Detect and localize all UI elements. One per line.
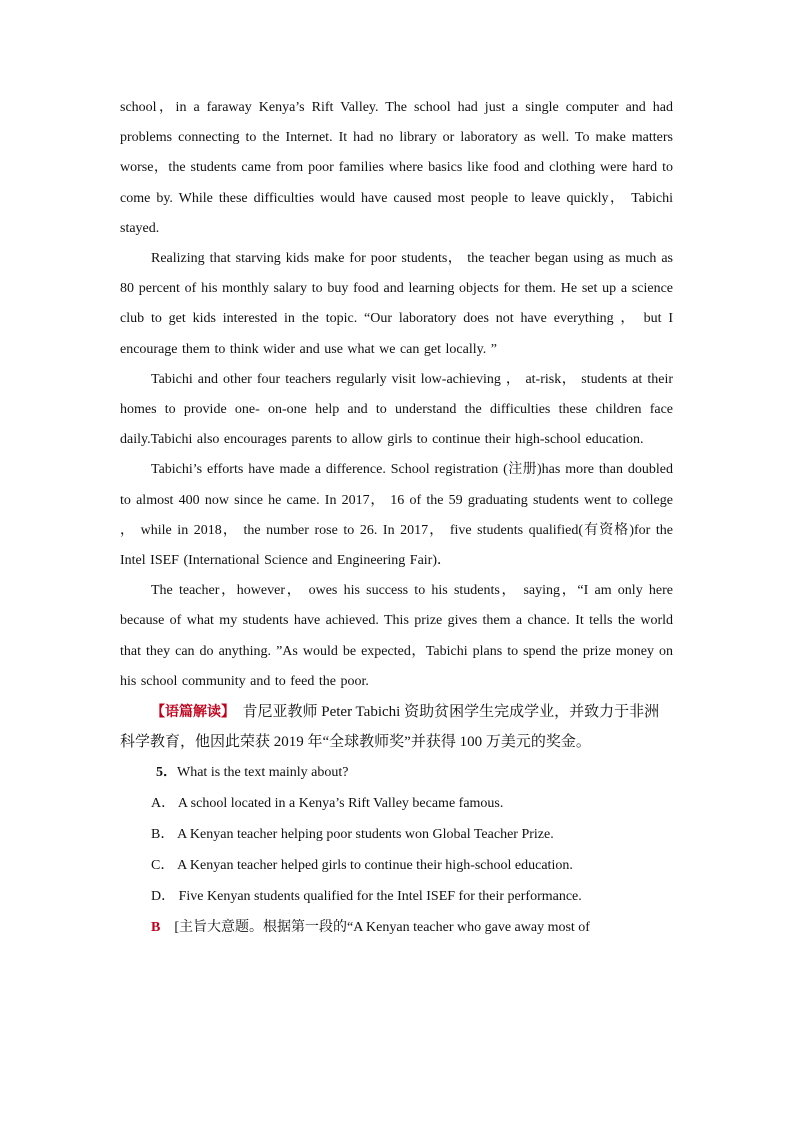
option-c: C． A Kenyan teacher helped girls to continue their high-school education. xyxy=(151,858,573,874)
passage-paragraph-4: Tabichi’s efforts have made a difference. School registration (注册)has more than doubled to almost 400 now since he came. In 2017， 16 of the 59 graduating students went to college ， while in 2018， the number rose to 26. In 2017， five students qualified(有资格)for the Intel ISEF (International Science and Engineering Fair)． xyxy=(120,462,673,569)
analysis-text: 肯尼亚教师 Peter Tabichi 资助贫困学生完成学业，并致力于非洲科学教育，他因此荣获 2019 年“全球教师奖”并获得 100 万美元的奖金。 xyxy=(120,704,660,751)
option-a: A． A school located in a Kenya’s Rift Valley became famous. xyxy=(151,796,504,812)
option-d: D． Five Kenyan students qualified for the Intel ISEF for their performance. xyxy=(151,889,582,905)
option-b: B． A Kenyan teacher helping poor students won Global Teacher Prize. xyxy=(151,827,554,843)
document-page xyxy=(120,93,673,943)
passage-paragraph-5: The teacher，however， owes his success to his students， saying，“I am only here because of what my students have achieved. This prize gives them a chance. It tells the world that they can do anything. ”As would be expected，Tabichi plans to spend the prize money on his school community and to feed the poor. xyxy=(120,583,673,689)
passage-paragraph-3: Tabichi and other four teachers regularly visit low-achieving ， at-risk， students at their homes to provide one- on-one help and to understand the difficulties these children face daily.Tabichi also encourages parents to allow girls to continue their high-school education. xyxy=(120,371,673,448)
answer-explanation: [主旨大意题。根据第一段的“A Kenyan teacher who gave away most of xyxy=(174,920,590,936)
analysis-tag: 【语篇解读】 xyxy=(151,704,235,721)
passage-paragraph-1: school，in a faraway Kenya’s Rift Valley. The school had just a single computer and had problems connecting to the Internet. It had no library or laboratory as well. To make matters worse，the students came from poor families where basics like food and clothing were hard to come by. While these difficulties would have caused most people to leave quickly， Tabichi stayed. xyxy=(120,100,673,236)
answer-letter: B xyxy=(151,920,161,936)
passage-analysis xyxy=(120,697,673,757)
passage-paragraph-2: Realizing that starving kids make for poor students， the teacher began using as much as 80 percent of his monthly salary to buy food and learning objects for them. He set up a science club to get kids interested in the topic. “Our laboratory does not have everything ， but I encourage them to think wider and use what we can get locally. ” xyxy=(120,251,673,357)
answer-line xyxy=(120,912,673,943)
question-text: What is the text mainly about? xyxy=(177,765,349,781)
question-stem xyxy=(120,757,673,788)
question-number: 5． xyxy=(156,765,177,781)
